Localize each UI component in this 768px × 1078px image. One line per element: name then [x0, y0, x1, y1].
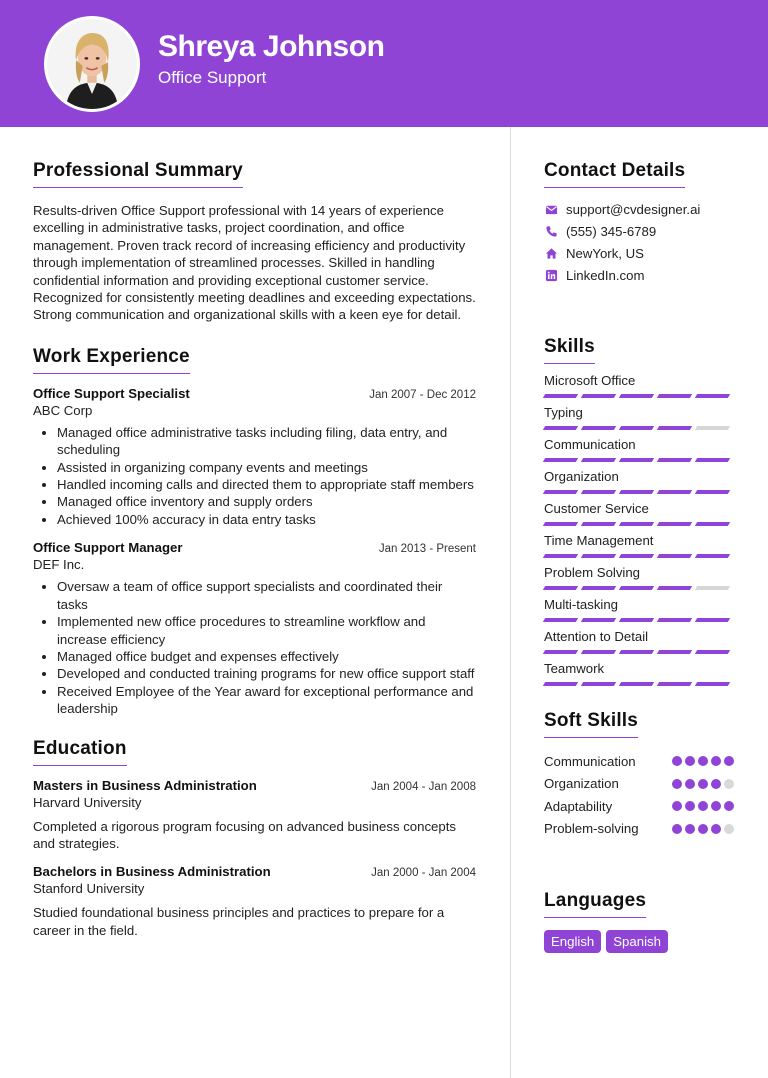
skill-level-segment	[657, 426, 692, 430]
skill-level-segment	[581, 426, 616, 430]
soft-skill-name: Problem-solving	[544, 821, 639, 837]
skill-level-segment	[581, 586, 616, 590]
section-title: Education	[33, 738, 127, 766]
skill-level-segment	[543, 394, 578, 398]
contact-item	[544, 198, 734, 220]
rating-dot	[685, 824, 695, 834]
rating-dot	[672, 801, 682, 811]
skill-level-segment	[657, 586, 692, 590]
contact-list	[544, 198, 734, 286]
rating-dot	[724, 801, 734, 811]
rating-dot	[724, 824, 734, 834]
soft-skills-section	[544, 710, 734, 840]
profile-photo-image	[47, 19, 137, 109]
rating-dot	[672, 779, 682, 789]
skill-level-segment	[543, 618, 578, 622]
soft-skill-item	[544, 818, 734, 841]
skill-list	[544, 372, 734, 692]
phone-icon	[544, 224, 558, 238]
section-title: Skills	[544, 336, 595, 364]
job-bullet: • Managed office administrative tasks including filing, data entry, and scheduling	[57, 424, 476, 459]
skill-level-segment	[581, 650, 616, 654]
section-title: Languages	[544, 890, 646, 918]
language-badge: Spanish	[606, 930, 668, 953]
skill-item	[544, 404, 734, 436]
soft-skill-item	[544, 773, 734, 796]
section-title: Professional Summary	[33, 160, 243, 188]
skill-level-segment	[695, 586, 730, 590]
skill-level-bar	[544, 426, 734, 431]
skill-item	[544, 564, 734, 596]
skill-item	[544, 660, 734, 692]
soft-skill-item	[544, 750, 734, 773]
education-description: Studied foundational business principles and practices to prepare for a career in the field.	[33, 905, 445, 938]
job-company: ABC Corp	[33, 402, 93, 418]
skill-level-segment	[695, 522, 730, 526]
skill-level-bar	[544, 650, 734, 655]
skill-level-segment	[581, 394, 616, 398]
skill-level-segment	[657, 458, 692, 462]
skill-level-bar	[544, 394, 734, 399]
skill-level-segment	[619, 650, 654, 654]
skill-level-segment	[695, 650, 730, 654]
job-company: DEF Inc.	[33, 557, 85, 573]
job-bullet: • Achieved 100% accuracy in data entry tasks	[57, 511, 476, 528]
skill-item	[544, 500, 734, 532]
rating-dot	[711, 779, 721, 789]
right-column	[544, 160, 734, 953]
skill-level-segment	[543, 426, 578, 430]
skill-level-segment	[695, 426, 730, 430]
skill-level-bar	[544, 554, 734, 559]
skill-level-segment	[695, 682, 730, 686]
skill-item	[544, 436, 734, 468]
skill-level-segment	[543, 650, 578, 654]
education-entry	[33, 864, 476, 939]
contact-item	[544, 220, 734, 242]
rating-dot	[672, 824, 682, 834]
summary-text: Results-driven Office Support professional with 14 years of experience excelling in administrative tasks, project coordination, and office management. Proven track record of increasing efficiency and productivity through implementation of streamlined processes. Skilled in handling confidential information and providing exceptional customer service. Recognized for consistently meeting deadlines and exceeding expectations. Strong communication and organizational skills with a keen eye for detail.	[33, 203, 476, 323]
rating-dot	[698, 779, 708, 789]
skill-name: Customer Service	[544, 501, 649, 516]
section-title: Work Experience	[33, 346, 190, 374]
professional-summary-section	[33, 160, 476, 324]
skill-level-bar	[544, 682, 734, 687]
soft-skill-item	[544, 795, 734, 818]
rating-dot	[711, 756, 721, 766]
language-list	[544, 930, 734, 953]
skill-level-segment	[657, 554, 692, 558]
skill-level-segment	[695, 458, 730, 462]
job-title: Office Support Specialist	[33, 385, 190, 401]
left-column	[33, 160, 476, 939]
skill-name: Teamwork	[544, 661, 605, 676]
profile-photo	[44, 16, 140, 112]
skill-level-segment	[581, 618, 616, 622]
skill-name: Organization	[544, 469, 619, 484]
header-banner	[0, 0, 768, 127]
skill-level-bar	[544, 586, 734, 591]
candidate-name: Shreya Johnson	[158, 30, 385, 63]
rating-dot	[698, 801, 708, 811]
rating-dot	[724, 779, 734, 789]
skill-name: Problem Solving	[544, 565, 641, 580]
language-badge: English	[544, 930, 601, 953]
education-entry	[33, 778, 476, 853]
job-header	[33, 540, 476, 555]
skill-level-segment	[619, 490, 654, 494]
skill-name: Attention to Detail	[544, 629, 649, 644]
contact-text: NewYork, US	[566, 245, 644, 261]
skill-name: Microsoft Office	[544, 373, 636, 388]
education-header	[33, 778, 476, 793]
job-bullet: • Assisted in organizing company events and meetings	[57, 459, 476, 476]
job-bullets	[33, 424, 476, 528]
skill-level-bar	[544, 618, 734, 623]
education-list	[33, 778, 476, 940]
rating-dot	[724, 756, 734, 766]
job-date: Jan 2007 - Dec 2012	[369, 388, 476, 401]
contact-text: (555) 345-6789	[566, 223, 657, 239]
job-title: Office Support Manager	[33, 540, 183, 556]
skill-item	[544, 596, 734, 628]
skill-item	[544, 468, 734, 500]
skill-level-segment	[581, 522, 616, 526]
skill-name: Communication	[544, 437, 636, 452]
rating-dot	[698, 756, 708, 766]
job-bullet: • Oversaw a team of office support specialists and coordinated their tasks	[57, 578, 476, 613]
skill-item	[544, 372, 734, 404]
rating-dot	[698, 824, 708, 834]
degree-title: Bachelors in Business Administration	[33, 864, 271, 880]
skill-level-segment	[581, 458, 616, 462]
job-header	[33, 386, 476, 401]
skill-level-segment	[543, 586, 578, 590]
rating-dot	[685, 756, 695, 766]
contact-section	[544, 160, 734, 286]
skill-level-segment	[695, 618, 730, 622]
school-name: Harvard University	[33, 794, 142, 810]
school-name: Stanford University	[33, 881, 145, 897]
skill-level-segment	[657, 682, 692, 686]
skill-level-segment	[619, 554, 654, 558]
skill-level-segment	[695, 554, 730, 558]
job-entry	[33, 540, 476, 717]
rating-dot	[685, 779, 695, 789]
degree-title: Masters in Business Administration	[33, 777, 257, 793]
skill-level-segment	[657, 490, 692, 494]
column-divider	[510, 127, 511, 1078]
skills-section	[544, 336, 734, 692]
linkedin-icon	[544, 268, 558, 282]
languages-section	[544, 890, 734, 953]
soft-skill-rating	[669, 756, 734, 766]
candidate-role: Office Support	[158, 68, 267, 87]
skill-level-segment	[619, 522, 654, 526]
job-list	[33, 386, 476, 718]
skill-level-segment	[695, 490, 730, 494]
education-section	[33, 738, 476, 940]
contact-text: LinkedIn.com	[566, 267, 645, 283]
skill-level-segment	[619, 618, 654, 622]
rating-dot	[685, 801, 695, 811]
contact-text: support@cvdesigner.ai	[566, 201, 701, 217]
section-title: Contact Details	[544, 160, 685, 188]
job-bullet: • Managed office inventory and supply orders	[57, 493, 476, 510]
job-bullet: • Received Employee of the Year award for exceptional performance and leadership	[57, 683, 476, 718]
skill-level-segment	[543, 458, 578, 462]
skill-level-segment	[657, 522, 692, 526]
soft-skill-name: Communication	[544, 753, 636, 769]
soft-skill-name: Adaptability	[544, 798, 613, 814]
soft-skill-name: Organization	[544, 776, 619, 792]
job-bullets	[33, 578, 476, 717]
job-bullet: • Handled incoming calls and directed them to appropriate staff members	[57, 476, 476, 493]
soft-skill-rating	[669, 801, 734, 811]
rating-dot	[672, 756, 682, 766]
soft-skill-rating	[669, 779, 734, 789]
home-icon	[544, 246, 558, 260]
soft-skill-rating	[669, 824, 734, 834]
contact-item	[544, 264, 734, 286]
work-experience-section	[33, 346, 476, 718]
skill-level-segment	[619, 586, 654, 590]
skill-level-bar	[544, 490, 734, 495]
skill-level-segment	[581, 554, 616, 558]
rating-dot	[711, 801, 721, 811]
skill-level-segment	[543, 522, 578, 526]
skill-level-segment	[581, 682, 616, 686]
skill-name: Multi-tasking	[544, 597, 619, 612]
skill-level-segment	[695, 394, 730, 398]
job-bullet: • Implemented new office procedures to streamline workflow and increase efficiency	[57, 613, 476, 648]
soft-skill-list	[544, 750, 734, 840]
job-entry	[33, 386, 476, 528]
skill-item	[544, 532, 734, 564]
skill-name: Typing	[544, 405, 583, 420]
skill-item	[544, 628, 734, 660]
education-header	[33, 864, 476, 879]
skill-level-bar	[544, 522, 734, 527]
skill-level-segment	[619, 394, 654, 398]
section-title: Soft Skills	[544, 710, 638, 738]
skill-level-segment	[657, 650, 692, 654]
rating-dot	[711, 824, 721, 834]
envelope-icon	[544, 202, 558, 216]
skill-name: Time Management	[544, 533, 654, 548]
skill-level-segment	[581, 490, 616, 494]
skill-level-segment	[543, 554, 578, 558]
contact-item	[544, 242, 734, 264]
skill-level-segment	[657, 618, 692, 622]
skill-level-segment	[619, 426, 654, 430]
job-bullet: • Developed and conducted training programs for new office support staff	[57, 665, 476, 682]
job-bullet: • Managed office budget and expenses effectively	[57, 648, 476, 665]
skill-level-segment	[657, 394, 692, 398]
skill-level-segment	[619, 682, 654, 686]
education-date: Jan 2000 - Jan 2004	[371, 867, 476, 880]
job-date: Jan 2013 - Present	[378, 543, 476, 556]
skill-level-bar	[544, 458, 734, 463]
education-date: Jan 2004 - Jan 2008	[371, 780, 476, 793]
skill-level-segment	[543, 490, 578, 494]
education-description: Completed a rigorous program focusing on advanced business concepts and strategies.	[33, 818, 456, 851]
skill-level-segment	[619, 458, 654, 462]
skill-level-segment	[543, 682, 578, 686]
